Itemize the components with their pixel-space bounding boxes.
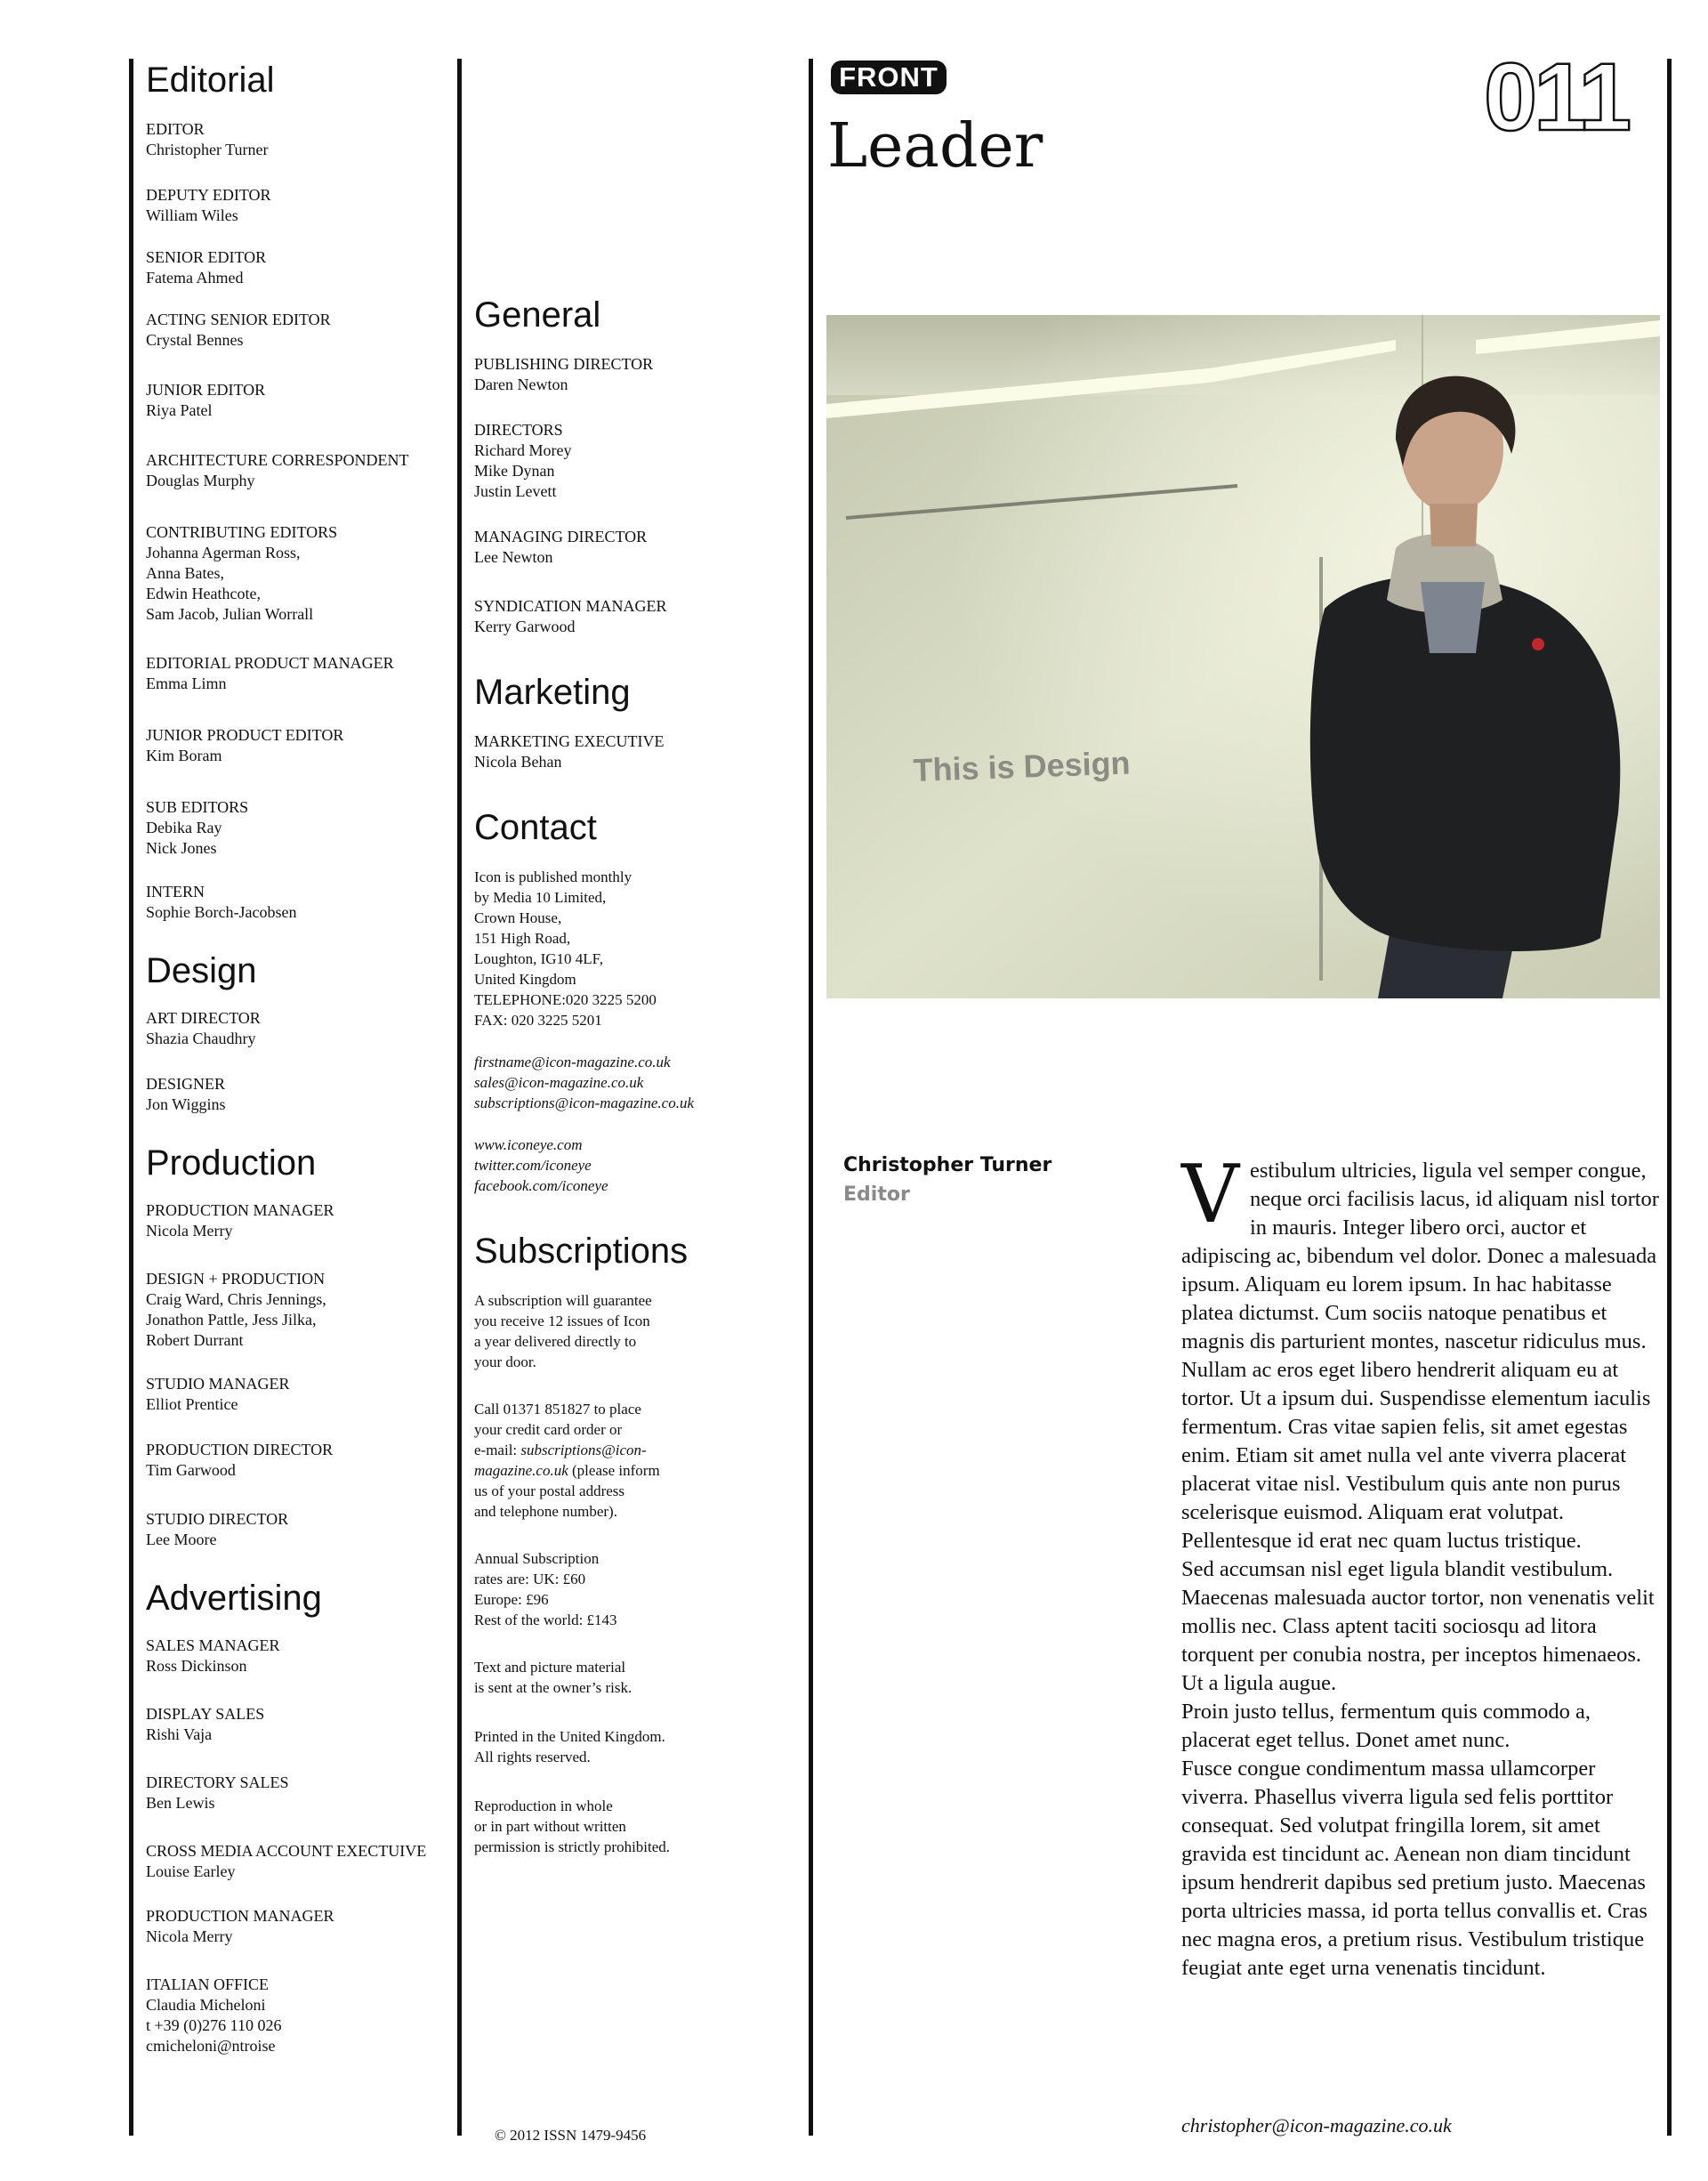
section-heading-editorial: Editorial: [146, 61, 275, 100]
article-text: estibulum ultricies, ligula vel semper congue, neque orci facilisis lacus, id aliquam nisl tortor in mauris. Integer libero orci, auctor et adipiscing ac, bibendum vel dolor. Donec a malesuada ipsum. Aliquam eu lorem ipsum. In hac habitasse platea dictumst. Cum sociis natoque penatibus et magnis dis parturient montes, nascetur ridiculus mus. Nullam ac eros eget libero hendrerit aliquam eu at tortor. Ut a ipsum dui. Suspendisse elementum iaculis fermentum. Cras vitae sapien felis, sit amet egestas enim. Etiam sit amet nulla vel ante viverra placerat placerat vitae nisl. Vestibulum quis ante non purus scelerisque euismod. Aliquam erat volutpat. Pellentesque id erat nec quam luctus tristique. Sed accumsan nisl eget ligula blandit vestibulum. Maecenas malesuada auctor tortor, non venenatis velit mollis nec. Class aptent taciti sociosqu ad litora torquent per conubia nostra, per inceptos himenaeos. Ut a ligula augue. Proin justo tellus, fermentum quis commodo a, placerat eget tellus. Donet amet nunc. Fusce congue condimentum massa ullamcorper viverra. Phasellus viverra ligula sed felis porttitor consequat. Sed volutpat fringilla lorem, sit amet gravida est tincidunt ac. Aenean non diam tincidunt ipsum hendrerit dapibus sed pretium justo. Maecenas porta ultricies massa, id porta tellus convallis et. Cras nec magna eros, a pretium risus. Vestibulum tristique feugiat ante eget urna venenatis tincidunt.: [1181, 1159, 1659, 1980]
staff-entry: SYNDICATION MANAGER Kerry Garwood: [474, 597, 667, 635]
photo-person-shirt: [1421, 582, 1485, 653]
staff-entry: DEPUTY EDITOR William Wiles: [146, 186, 271, 224]
section-heading-subscriptions: Subscriptions: [474, 1232, 689, 1271]
staff-entry: ITALIAN OFFICE Claudia Micheloni t +39 (0)276 110 026 cmicheloni@ntroise: [146, 1975, 282, 2055]
staff-entry: MANAGING DIRECTOR Lee Newton: [474, 528, 648, 566]
staff-entry: MARKETING EXECUTIVE Nicola Behan: [474, 732, 665, 771]
owner-risk-note: Text and picture material is sent at the owner’s risk.: [474, 1659, 632, 1696]
article-body: [1181, 1148, 1660, 1983]
staff-entry: DESIGN + PRODUCTION Craig Ward, Chris Jennings, Jonathon Pattle, Jess Jilka, Robert Durrant: [146, 1270, 326, 1349]
drop-cap: V: [1181, 1148, 1239, 1241]
staff-entry: EDITOR Christopher Turner: [146, 120, 269, 158]
editor-email-link[interactable]: christopher@icon-magazine.co.uk: [1181, 2114, 1452, 2137]
staff-entry: EDITORIAL PRODUCT MANAGER Emma Limn: [146, 654, 394, 692]
byline-role: Editor: [843, 1183, 910, 1206]
staff-entry: DIRECTORS Richard Morey Mike Dynan Justin Levett: [474, 421, 572, 500]
issn-footer: © 2012 ISSN 1479-9456: [495, 2127, 647, 2144]
page-title: Leader: [827, 111, 1043, 182]
column-rule-far-right: [1667, 59, 1672, 2136]
masthead-left-column: [146, 61, 448, 2056]
section-heading-advertising: Advertising: [146, 1579, 322, 1618]
staff-entry: ARCHITECTURE CORRESPONDENT Douglas Murphy: [146, 451, 409, 489]
photo-person-logo: [1532, 638, 1544, 650]
editor-photo: [826, 315, 1660, 998]
photo-wall-text: This is Design: [912, 744, 1132, 788]
staff-entry: DISPLAY SALES Rishi Vaja: [146, 1705, 265, 1743]
contact-emails[interactable]: firstname@icon-magazine.co.uk sales@icon-magazine.co.uk subscriptions@icon-magazine.co.uk: [474, 1054, 694, 1111]
staff-entry: ART DIRECTOR Shazia Chaudhry: [146, 1009, 261, 1047]
staff-entry: PRODUCTION DIRECTOR Tim Garwood: [146, 1441, 334, 1479]
contact-web-links[interactable]: www.iconeye.com twitter.com/iconeye facebook.com/iconeye: [474, 1136, 608, 1194]
subscription-call-info: Call 01371 851827 to place your credit card order or e-mail: subscriptions@icon- magazine.co.uk (please inform us of your postal address and telephone number).: [474, 1401, 660, 1520]
staff-entry: JUNIOR EDITOR Riya Patel: [146, 381, 266, 419]
photo-person-neck: [1430, 504, 1478, 546]
column-rule-middle: [457, 59, 462, 2136]
section-heading-design: Design: [146, 951, 257, 990]
section-heading-production: Production: [146, 1143, 317, 1183]
printed-note: Printed in the United Kingdom. All rights reserved.: [474, 1728, 665, 1765]
reproduction-note: Reproduction in whole or in part without written permission is strictly prohibited.: [474, 1797, 671, 1855]
section-heading-general: General: [474, 295, 601, 335]
column-rule-right: [809, 59, 813, 2136]
staff-entry: INTERN Sophie Borch-Jacobsen: [146, 883, 297, 921]
staff-entry: STUDIO MANAGER Elliot Prentice: [146, 1375, 290, 1413]
staff-entry: CROSS MEDIA ACCOUNT EXECTUIVE Louise Earley: [146, 1842, 427, 1880]
staff-entry: PRODUCTION MANAGER Nicola Merry: [146, 1907, 334, 1945]
staff-entry: PUBLISHING DIRECTOR Daren Newton: [474, 355, 654, 393]
subscription-email-link[interactable]: subscriptions@icon- magazine.co.uk: [474, 1442, 647, 1479]
masthead-middle-column: [474, 295, 794, 1857]
subscription-guarantee: A subscription will guarantee you receive 12 issues of Icon a year delivered directly to your door.: [474, 1292, 652, 1370]
subscription-rates: Annual Subscription rates are: UK: £60 Europe: £96 Rest of the world: £143: [474, 1550, 617, 1628]
staff-entry: DIRECTORY SALES Ben Lewis: [146, 1773, 289, 1812]
staff-entry: DESIGNER Jon Wiggins: [146, 1075, 226, 1113]
section-heading-contact: Contact: [474, 808, 597, 847]
staff-entry: CONTRIBUTING EDITORS Johanna Agerman Ross, Anna Bates, Edwin Heathcote, Sam Jacob, Julian Worrall: [146, 523, 338, 623]
front-badge: FRONT: [831, 61, 947, 94]
staff-entry: SALES MANAGER Ross Dickinson: [146, 1636, 280, 1675]
byline-name: Christopher Turner: [843, 1154, 1052, 1176]
section-heading-marketing: Marketing: [474, 673, 631, 712]
staff-entry: PRODUCTION MANAGER Nicola Merry: [146, 1201, 334, 1240]
editor-photo-illustration: [826, 315, 1660, 998]
staff-entry: ACTING SENIOR EDITOR Crystal Bennes: [146, 311, 331, 349]
staff-entry: SUB EDITORS Debika Ray Nick Jones: [146, 798, 249, 857]
column-rule-left: [129, 59, 133, 2136]
staff-entry: SENIOR EDITOR Fatema Ahmed: [146, 248, 267, 287]
staff-entry: JUNIOR PRODUCT EDITOR Kim Boram: [146, 726, 344, 764]
contact-address: Icon is published monthly by Media 10 Limited, Crown House, 151 High Road, Loughton, IG10 4LF, United Kingdom TELEPHONE:020 3225 5200 FAX: 020 3225 5201: [474, 868, 657, 1029]
staff-entry: STUDIO DIRECTOR Lee Moore: [146, 1510, 289, 1548]
page-number: 011: [1484, 43, 1629, 150]
